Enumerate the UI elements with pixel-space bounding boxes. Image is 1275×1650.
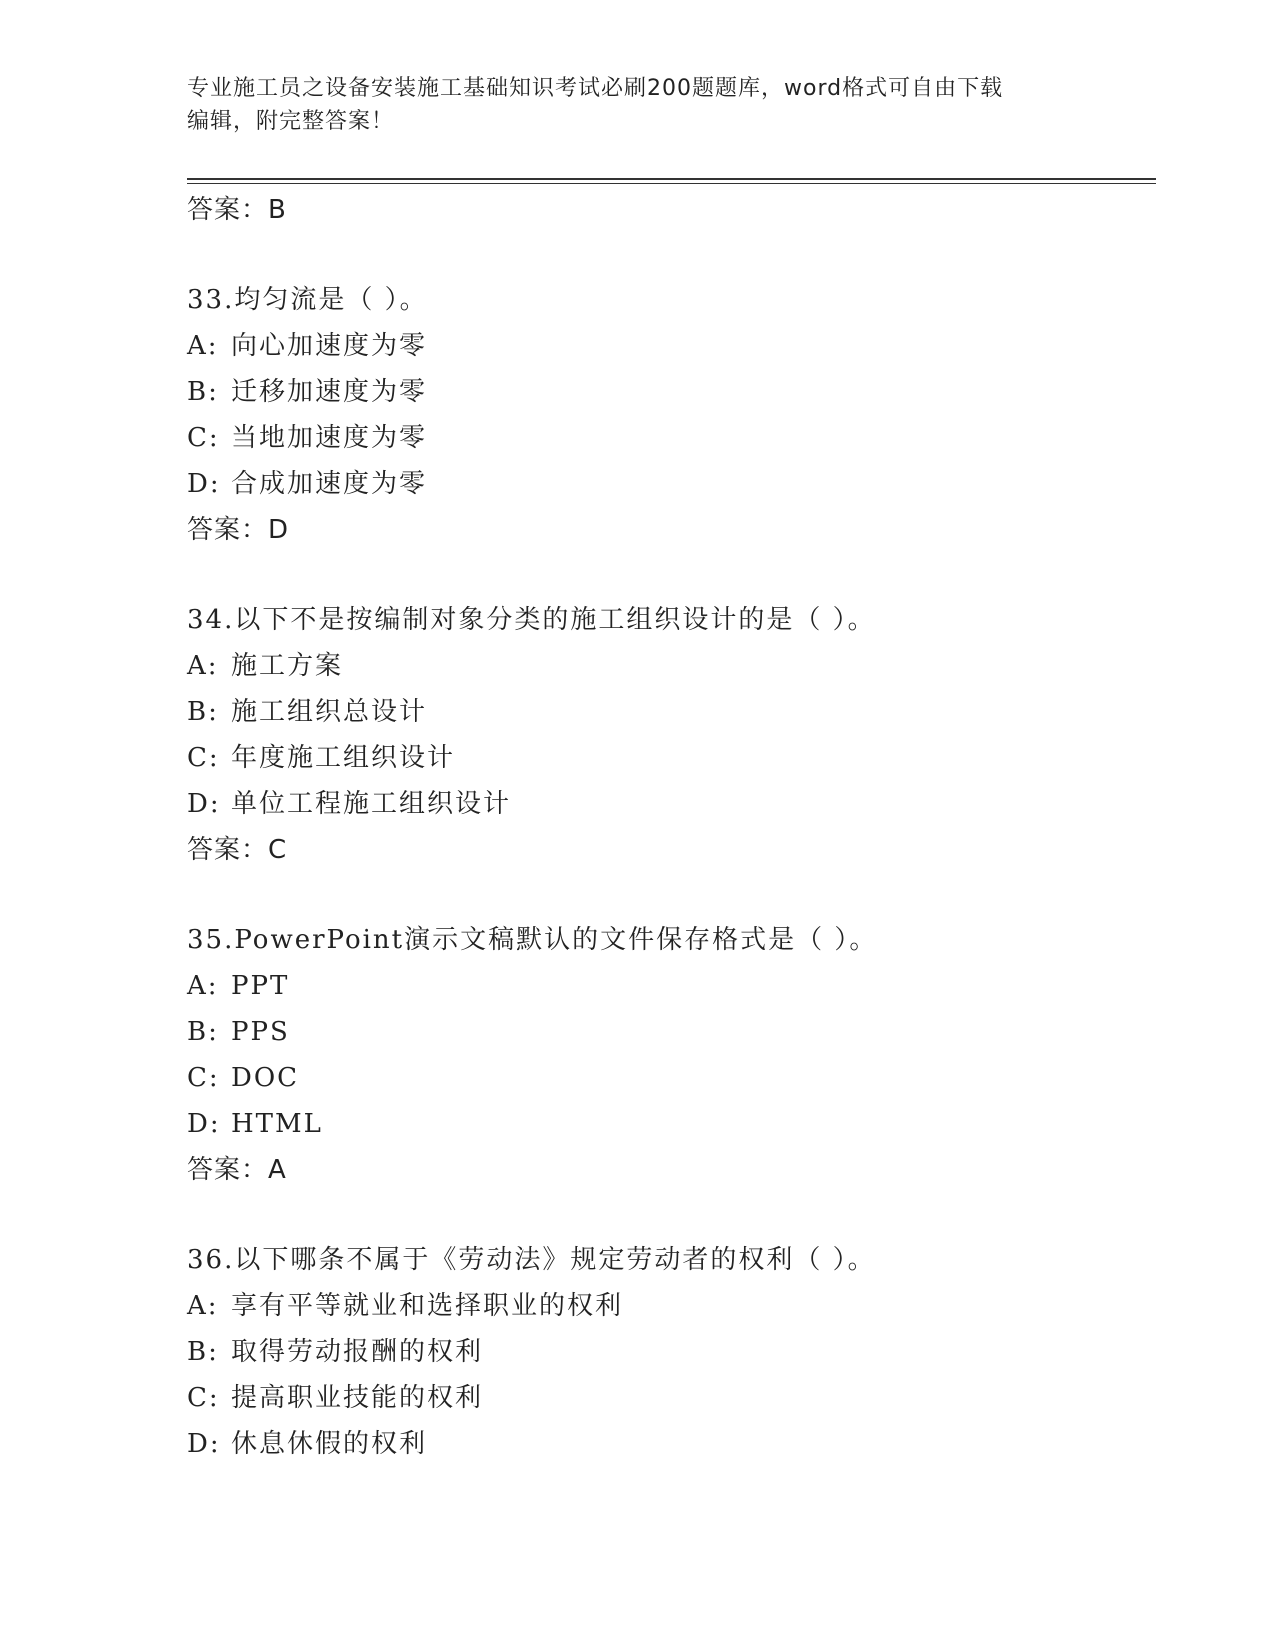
header-divider-thick [187, 178, 1156, 180]
option-b [187, 689, 1147, 735]
question-list [187, 187, 1147, 1511]
option-letter: B: [187, 1337, 219, 1367]
option-a [187, 323, 1147, 369]
option-letter: C: [187, 1063, 220, 1093]
option-letter: D: [187, 789, 221, 819]
option-text: 施工方案 [231, 651, 344, 681]
header-divider-thin [187, 183, 1156, 184]
option-letter: D: [187, 1429, 221, 1459]
option-letter: B: [187, 377, 219, 407]
option-letter: C: [187, 423, 220, 453]
option-letter: C: [187, 743, 220, 773]
option-letter: A: [187, 971, 219, 1001]
option-a [187, 963, 1147, 1009]
option-letter: D: [187, 1109, 221, 1139]
question-36 [187, 1237, 1147, 1467]
option-text: 单位工程施工组织设计 [231, 789, 512, 819]
question-text: 36.以下哪条不属于《劳动法》规定劳动者的权利（ ）。 [187, 1245, 876, 1275]
option-text: 合成加速度为零 [231, 469, 428, 499]
option-text: 当地加速度为零 [231, 423, 428, 453]
option-text: 取得劳动报酬的权利 [231, 1337, 484, 1367]
option-text: PPT [231, 971, 290, 1001]
option-text: 提高职业技能的权利 [231, 1383, 484, 1413]
option-c [187, 735, 1147, 781]
option-a [187, 643, 1147, 689]
question-33 [187, 277, 1147, 553]
header-line-1: 专业施工员之设备安装施工基础知识考试必刷200题题库，word格式可自由下载 [187, 76, 1004, 101]
option-letter: B: [187, 1017, 219, 1047]
option-b [187, 1009, 1147, 1055]
option-text: HTML [231, 1109, 323, 1139]
option-text: 施工组织总设计 [231, 697, 428, 727]
option-b [187, 1329, 1147, 1375]
answer-line: 答案：D [187, 515, 290, 545]
option-letter: C: [187, 1383, 220, 1413]
option-d [187, 1421, 1147, 1467]
answer-line: 答案：A [187, 1155, 287, 1185]
option-b [187, 369, 1147, 415]
option-c [187, 1055, 1147, 1101]
question-text: 33.均匀流是（ ）。 [187, 285, 428, 315]
option-letter: A: [187, 331, 219, 361]
option-d [187, 781, 1147, 827]
option-letter: B: [187, 697, 219, 727]
option-text: 休息休假的权利 [231, 1429, 428, 1459]
option-text: 享有平等就业和选择职业的权利 [231, 1291, 624, 1321]
option-c [187, 415, 1147, 461]
answer-line: 答案：B [187, 195, 287, 225]
option-c [187, 1375, 1147, 1421]
option-letter: A: [187, 651, 219, 681]
question-34 [187, 597, 1147, 873]
option-d [187, 1101, 1147, 1147]
question-35 [187, 917, 1147, 1193]
option-text: PPS [231, 1017, 290, 1047]
question-text: 34.以下不是按编制对象分类的施工组织设计的是（ ）。 [187, 605, 876, 635]
document-header [187, 72, 1087, 138]
option-a [187, 1283, 1147, 1329]
option-letter: D: [187, 469, 221, 499]
option-text: 迁移加速度为零 [231, 377, 428, 407]
answer-line: 答案：C [187, 835, 288, 865]
option-text: 向心加速度为零 [231, 331, 428, 361]
header-line-2: 编辑，附完整答案！ [187, 109, 395, 134]
option-text: 年度施工组织设计 [231, 743, 456, 773]
question-text: 35.PowerPoint演示文稿默认的文件保存格式是（ ）。 [187, 925, 878, 955]
option-text: DOC [231, 1063, 300, 1093]
option-letter: A: [187, 1291, 219, 1321]
option-d [187, 461, 1147, 507]
